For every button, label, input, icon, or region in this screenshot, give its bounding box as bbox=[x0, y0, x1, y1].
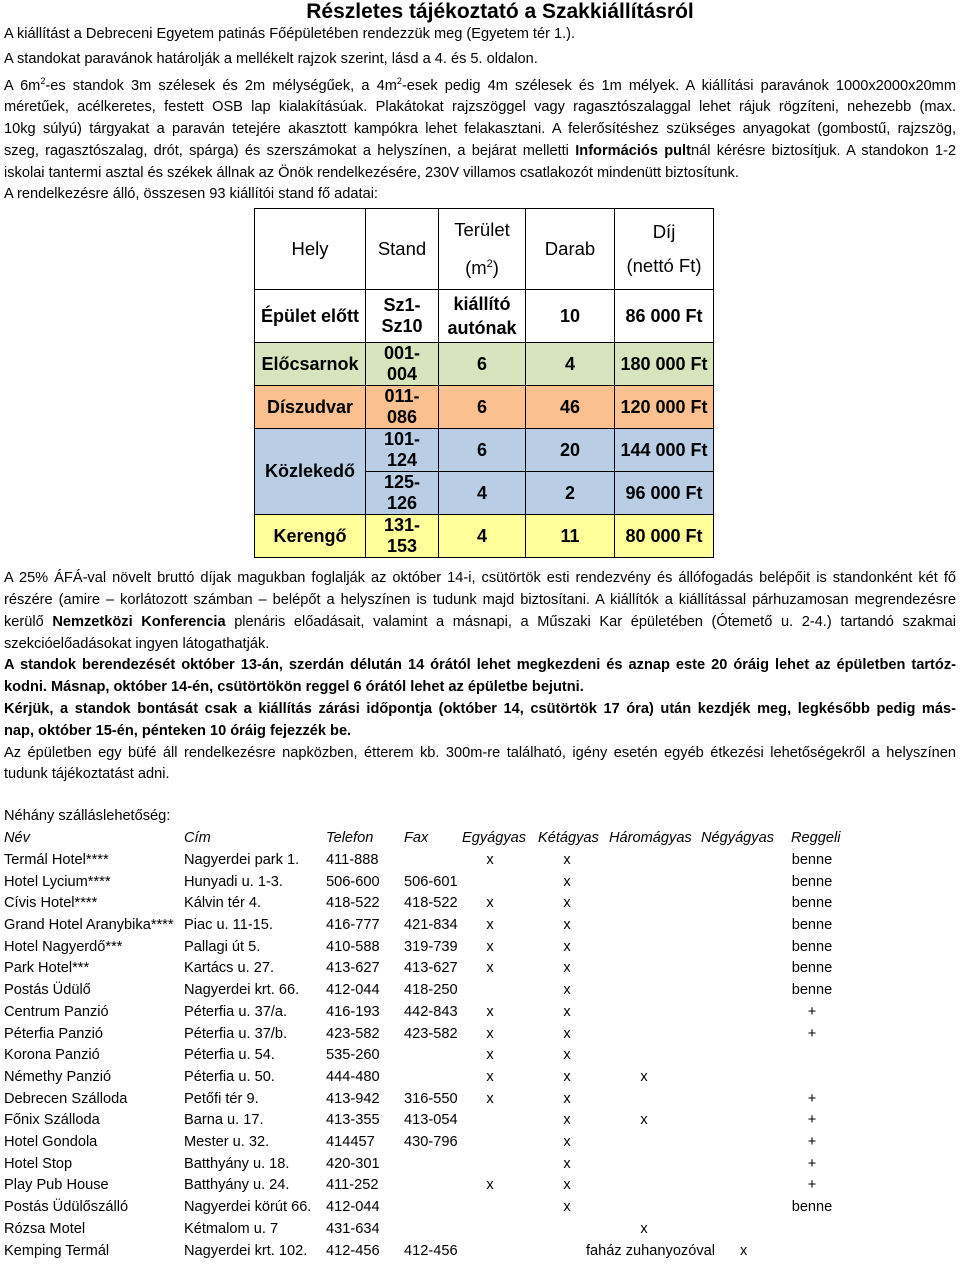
table-row bbox=[4, 1153, 956, 1175]
hotel-breakfast: + bbox=[807, 1112, 817, 1129]
cell-terulet: kiállító autónak bbox=[439, 290, 526, 343]
hotel-single: x bbox=[486, 895, 494, 912]
table-row bbox=[4, 1131, 956, 1153]
cell-stand: 011-086 bbox=[366, 386, 439, 429]
cell-stand: 125-126 bbox=[366, 472, 439, 515]
hotel-name: Cívis Hotel**** bbox=[4, 895, 98, 912]
hotel-double: x bbox=[563, 1068, 571, 1085]
hotel-triple: x bbox=[640, 1112, 648, 1129]
cell-dij: 80 000 Ft bbox=[615, 515, 714, 558]
stand-description-line: iskolai tantermi asztal és székek állnak az Önök rendelkezésére, 230V villamos csatlakozót mindenütt biztosítunk. bbox=[4, 164, 739, 181]
hotel-phone: 420-301 bbox=[326, 1155, 380, 1172]
hotel-fax: 506-601 bbox=[404, 873, 458, 890]
cell-stand: 101-124 bbox=[366, 429, 439, 472]
hotels-title: Néhány szálláslehetőség: bbox=[4, 808, 171, 825]
hotel-single: x bbox=[486, 1090, 494, 1107]
teardown-line: Kérjük, a standok bontását csak a kiállítás zárási időpontja (október 14, csütörtök 17 óra) után kezdjék meg, legkésőbb pedig más- bbox=[4, 701, 956, 718]
hotel-phone: 423-582 bbox=[326, 1025, 380, 1042]
hotel-name: Grand Hotel Aranybika**** bbox=[4, 917, 174, 933]
hotel-single: x bbox=[486, 1047, 494, 1064]
hotel-double: x bbox=[563, 1155, 571, 1172]
hotel-double: x bbox=[563, 851, 571, 868]
hotel-double: x bbox=[563, 1177, 571, 1194]
intro-line-1: A kiállítást a Debreceni Egyetem patinás Főépületében rendezzük meg (Egyetem tér 1.). bbox=[4, 26, 576, 42]
hotel-double: x bbox=[563, 917, 571, 933]
table-row bbox=[4, 849, 956, 871]
hotel-double: x bbox=[563, 960, 571, 977]
stand-description-line: szeg, ragasztószalag, drót, spárga) és szerszámokat a helyszínen, a bejárat melletti Információs pultnál kérésre biztosítjuk. A standokon 1-2 bbox=[4, 142, 957, 159]
hotel-breakfast: + bbox=[807, 1003, 817, 1020]
hotel-address: Pallagi út 5. bbox=[184, 938, 261, 955]
hotel-address: Nagyerdei krt. 102. bbox=[184, 1242, 308, 1259]
hotel-address: Péterfia u. 37/b. bbox=[184, 1025, 288, 1042]
hotel-name: Némethy Panzió bbox=[4, 1068, 112, 1085]
hotel-name: Postás Üdülő bbox=[4, 982, 91, 999]
stand-row-diszudvar bbox=[255, 386, 714, 429]
hotel-fax: 413-627 bbox=[404, 960, 458, 977]
hotel-breakfast: benne bbox=[791, 917, 833, 933]
hotel-double: x bbox=[563, 1003, 571, 1020]
hotel-fax: 412-456 bbox=[404, 1242, 458, 1259]
hotel-single: x bbox=[486, 1025, 494, 1042]
hotel-double: x bbox=[563, 1112, 571, 1129]
hotel-phone: 418-522 bbox=[326, 895, 380, 912]
setup-line: kodni. Másnap, október 14-én, csütörtökön reggel 6 órától lehet az épületbe bejutni. bbox=[4, 679, 584, 696]
stand-description-line: 10kg súlyú) tárgyakat a paraván tetejére akasztott kampókra lehet felakasztani. A felerősítéshez szükséges anyagokat (gombostű, rajzszög, bbox=[4, 121, 956, 138]
hotel-name: Centrum Panzió bbox=[4, 1003, 109, 1020]
hotel-breakfast: benne bbox=[791, 982, 833, 999]
cell-darab: 4 bbox=[526, 343, 615, 386]
cell-hely: Épület előtt bbox=[255, 290, 366, 343]
stand-row-kozlekedo-a bbox=[255, 429, 714, 472]
hotel-address: Kétmalom u. 7 bbox=[184, 1220, 279, 1237]
table-row bbox=[4, 1174, 956, 1196]
hotel-name: Kemping Termál bbox=[4, 1242, 110, 1259]
hotel-triple: x bbox=[640, 1220, 648, 1237]
hotel-breakfast: benne bbox=[791, 873, 833, 890]
header-stand: Stand bbox=[366, 209, 439, 290]
cell-terulet: 4 bbox=[439, 472, 526, 515]
hotel-double: x bbox=[563, 1199, 571, 1216]
hotel-single: x bbox=[486, 1003, 494, 1020]
hotels-table bbox=[4, 827, 956, 1267]
hotel-single: x bbox=[486, 938, 494, 955]
cell-darab: 11 bbox=[526, 515, 615, 558]
table-row bbox=[4, 1196, 956, 1218]
hotels-header-single: Egyágyas bbox=[462, 830, 527, 847]
hotel-fax: 430-796 bbox=[404, 1134, 458, 1150]
hotels-header-address: Cím bbox=[184, 830, 211, 847]
cell-dij: 96 000 Ft bbox=[615, 472, 714, 515]
hotel-name: Hotel Gondola bbox=[4, 1134, 98, 1150]
hotel-phone: 413-355 bbox=[326, 1112, 380, 1129]
cell-darab: 20 bbox=[526, 429, 615, 472]
hotel-breakfast: + bbox=[807, 1090, 817, 1107]
cell-dij: 86 000 Ft bbox=[615, 290, 714, 343]
cell-stand: 131-153 bbox=[366, 515, 439, 558]
intro-line-2: A standokat paravánok határolják a mellékelt rajzok szerint, lásd a 4. és 5. oldalon. bbox=[4, 50, 538, 67]
hotel-name: Péterfia Panzió bbox=[4, 1025, 103, 1042]
hotel-address: Péterfia u. 50. bbox=[184, 1068, 275, 1085]
setup-line: A standok berendezését október 13-án, szerdán délután 14 órától lehet megkezdeni és aznap este 20 óráig lehet az épületben tartóz- bbox=[4, 657, 956, 674]
hotel-single: x bbox=[486, 851, 494, 868]
table-row bbox=[4, 1240, 956, 1262]
table-row bbox=[4, 1218, 956, 1240]
hotel-phone: 416-193 bbox=[326, 1003, 380, 1020]
cell-hely: Közlekedő bbox=[255, 429, 366, 515]
stand-row-kerengo bbox=[255, 515, 714, 558]
hotel-address: Mester u. 32. bbox=[184, 1134, 270, 1150]
pricing-paragraph bbox=[4, 568, 956, 655]
hotel-phone: 410-588 bbox=[326, 938, 380, 955]
hotel-phone: 535-260 bbox=[326, 1047, 380, 1064]
hotel-double: x bbox=[563, 1134, 571, 1150]
hotel-breakfast: benne bbox=[791, 960, 833, 977]
page-title: Részletes tájékoztató a Szakkiállításról bbox=[306, 0, 694, 23]
hotel-double: x bbox=[563, 873, 571, 890]
hotel-address: Kálvin tér 4. bbox=[184, 895, 262, 912]
header-terulet: Terület $(m^2)$ bbox=[439, 209, 526, 290]
hotel-name: Postás Üdülőszálló bbox=[4, 1199, 129, 1216]
hotel-breakfast: benne bbox=[791, 851, 833, 868]
catering-line: tudunk tájékoztatást adni. bbox=[4, 766, 170, 783]
hotel-name: Hotel Stop bbox=[4, 1155, 73, 1172]
hotel-name: Debrecen Szálloda bbox=[4, 1090, 128, 1107]
hotel-address: Hunyadi u. 1-3. bbox=[184, 873, 283, 890]
hotel-phone: 431-634 bbox=[326, 1220, 380, 1237]
pricing-line: kerülő Nemzetközi Konferencia plenáris előadásait, valamint a másnapi, a Műszaki Kar épületében (Ótemető u. 2-4.) tartandó szakmai bbox=[4, 613, 956, 630]
hotel-breakfast: + bbox=[807, 1155, 817, 1172]
table-row bbox=[4, 1044, 956, 1066]
hotel-single: x bbox=[486, 917, 494, 933]
page bbox=[4, 0, 956, 1267]
hotel-name: Rózsa Motel bbox=[4, 1220, 86, 1237]
cell-hely: Kerengő bbox=[255, 515, 366, 558]
hotel-address: Batthyány u. 24. bbox=[184, 1177, 290, 1194]
hotel-name: Park Hotel*** bbox=[4, 960, 90, 977]
cell-terulet: 6 bbox=[439, 429, 526, 472]
hotels-header-breakfast: Reggeli bbox=[791, 830, 841, 847]
hotel-triple: x bbox=[640, 1068, 648, 1085]
hotel-breakfast: benne bbox=[791, 895, 833, 912]
hotel-breakfast: benne bbox=[791, 1199, 833, 1216]
hotel-breakfast: benne bbox=[791, 938, 833, 955]
table-row bbox=[4, 957, 956, 979]
cell-darab: 10 bbox=[526, 290, 615, 343]
hotel-address: Petőfi tér 9. bbox=[184, 1090, 259, 1107]
hotel-double: x bbox=[563, 895, 571, 912]
table-row bbox=[4, 1001, 956, 1023]
cell-darab: 2 bbox=[526, 472, 615, 515]
cell-terulet: 6 bbox=[439, 343, 526, 386]
hotel-phone: 411-888 bbox=[326, 851, 379, 868]
hotels-header-double: Kétágyas bbox=[538, 830, 599, 847]
hotel-fax: 413-054 bbox=[404, 1112, 458, 1129]
teardown-line: nap, október 15-én, pénteken 10 óráig fejezzék be. bbox=[4, 722, 352, 739]
hotel-fax: 418-250 bbox=[404, 982, 458, 999]
cell-dij: 144 000 Ft bbox=[615, 429, 714, 472]
cell-stand: 001-004 bbox=[366, 343, 439, 386]
hotel-triple: faház zuhanyozóval bbox=[586, 1242, 715, 1259]
hotel-address: Nagyerdei krt. 66. bbox=[184, 982, 300, 999]
hotel-name: Termál Hotel**** bbox=[4, 851, 109, 868]
hotel-fax: 423-582 bbox=[404, 1025, 458, 1042]
table-row bbox=[4, 1109, 956, 1131]
teardown-paragraph bbox=[4, 699, 956, 743]
hotel-name: Hotel Lycium**** bbox=[4, 873, 111, 890]
hotel-breakfast: + bbox=[807, 1134, 817, 1150]
table-row bbox=[4, 1088, 956, 1110]
stand-table bbox=[254, 208, 714, 558]
cell-dij: 180 000 Ft bbox=[615, 343, 714, 386]
hotel-fax: 418-522 bbox=[404, 895, 458, 912]
cell-terulet: 6 bbox=[439, 386, 526, 429]
hotel-breakfast: + bbox=[807, 1025, 817, 1042]
hotel-address: Péterfia u. 54. bbox=[184, 1047, 275, 1064]
header-darab: Darab bbox=[526, 209, 615, 290]
setup-paragraph bbox=[4, 655, 956, 699]
hotel-address: Piac u. 11-15. bbox=[184, 917, 273, 933]
hotel-single: x bbox=[486, 1177, 494, 1194]
stand-description bbox=[4, 71, 956, 207]
cell-stand: Sz1-Sz10 bbox=[366, 290, 439, 343]
stand-description-line: A $6m^2-es$ standok 3m szélesek és 2m mélységűek, a $4m^2$-esek pedig 4m szélesek és 1m mélyek. A kiállítási paravánok 1000x2000x20mm bbox=[4, 75, 956, 94]
hotel-double: x bbox=[563, 1090, 571, 1107]
catering-line: Az épületben egy büfé áll rendelkezésre napközben, étterem kb. 300m-re található, igény esetén egyéb étkezési lehetőségekről a helyszínen bbox=[4, 744, 956, 761]
hotel-address: Péterfia u. 37/a. bbox=[184, 1003, 288, 1020]
hotel-double: x bbox=[563, 982, 571, 999]
pricing-line: részére (amire – korlátozott számban – belépőt a helyszínen is tudunk majd biztosítani. A kiállítók a kiállítással párhuzamosan megrendezésre bbox=[4, 592, 956, 609]
info-desk-label: Információs pult bbox=[575, 142, 691, 159]
hotels-header-phone: Telefon bbox=[326, 830, 374, 847]
hotel-phone: 444-480 bbox=[326, 1068, 380, 1085]
table-row bbox=[4, 914, 956, 936]
cell-dij: 120 000 Ft bbox=[615, 386, 714, 429]
pricing-line: A 25% ÁFÁ-val növelt bruttó díjak magukban foglalják az október 14-i, csütörtök esti rendezvény és állófogadás belépőit is standonként két fő bbox=[4, 570, 956, 587]
conference-label: Nemzetközi Konferencia bbox=[52, 613, 226, 630]
hotels-header-name: Név bbox=[4, 830, 30, 847]
stand-row-auto bbox=[255, 290, 714, 343]
hotel-name: Főnix Szálloda bbox=[4, 1112, 100, 1129]
cell-terulet: 4 bbox=[439, 515, 526, 558]
hotels-header-quad: Négyágyas bbox=[701, 830, 775, 847]
pricing-line: szekcióelőadásokat ingyen látogathatják. bbox=[4, 635, 270, 652]
table-row bbox=[4, 979, 956, 1001]
table-row bbox=[4, 871, 956, 893]
hotel-single: x bbox=[486, 960, 494, 977]
hotel-double: x bbox=[563, 1025, 571, 1042]
stand-description-line: méretűek, acélkeretes, festett OSB lap kialakításúak. Plakátokat rajzszöggel vagy ragasztószalaggal lehet rájuk rögzíteni, nehezebb (max. bbox=[4, 99, 956, 116]
cell-darab: 46 bbox=[526, 386, 615, 429]
catering-paragraph bbox=[4, 743, 956, 787]
hotel-address: Barna u. 17. bbox=[184, 1112, 264, 1129]
hotel-double: x bbox=[563, 1047, 571, 1064]
hotel-fax: 316-550 bbox=[404, 1090, 458, 1107]
stand-table-caption: A rendelkezésre álló, összesen 93 kiállítói stand fő adatai: bbox=[4, 186, 378, 203]
hotel-double: x bbox=[563, 938, 571, 955]
hotel-address: Kartács u. 27. bbox=[184, 960, 275, 977]
hotel-phone: 413-627 bbox=[326, 960, 380, 977]
stand-table-header bbox=[255, 209, 714, 290]
hotel-fax: 442-843 bbox=[404, 1003, 458, 1020]
hotel-address: Batthyány u. 18. bbox=[184, 1155, 290, 1172]
hotel-quad: x bbox=[740, 1242, 748, 1259]
stand-row-elocsarnok bbox=[255, 343, 714, 386]
hotel-phone: 411-252 bbox=[326, 1177, 379, 1194]
hotels-header-row bbox=[4, 827, 956, 849]
hotel-fax: 319-739 bbox=[404, 938, 458, 955]
hotel-name: Korona Panzió bbox=[4, 1047, 100, 1064]
hotel-phone: 416-777 bbox=[326, 917, 380, 933]
hotel-phone: 412-044 bbox=[326, 982, 380, 999]
hotel-phone: 412-456 bbox=[326, 1242, 380, 1259]
hotels-header-triple: Háromágyas bbox=[609, 830, 692, 847]
hotel-name: Play Pub House bbox=[4, 1177, 109, 1194]
hotel-phone: 506-600 bbox=[326, 873, 380, 890]
table-row bbox=[4, 892, 956, 914]
hotel-breakfast: + bbox=[807, 1177, 817, 1194]
hotel-address: Nagyerdei park 1. bbox=[184, 851, 300, 868]
hotel-single: x bbox=[486, 1068, 494, 1085]
hotel-phone: 413-942 bbox=[326, 1090, 380, 1107]
table-row bbox=[4, 936, 956, 958]
header-dij: Díj (nettó Ft) bbox=[615, 209, 714, 290]
cell-hely: Díszudvar bbox=[255, 386, 366, 429]
cell-hely: Előcsarnok bbox=[255, 343, 366, 386]
hotel-name: Hotel Nagyerdő*** bbox=[4, 938, 123, 955]
table-row bbox=[4, 1023, 956, 1045]
hotel-phone: 414457 bbox=[326, 1134, 375, 1150]
hotel-fax: 421-834 bbox=[404, 917, 458, 933]
header-hely: Hely bbox=[255, 209, 366, 290]
table-row bbox=[4, 1066, 956, 1088]
hotels-header-fax: Fax bbox=[404, 830, 429, 847]
hotel-phone: 412-044 bbox=[326, 1199, 380, 1216]
hotel-address: Nagyerdei körút 66. bbox=[184, 1199, 312, 1216]
